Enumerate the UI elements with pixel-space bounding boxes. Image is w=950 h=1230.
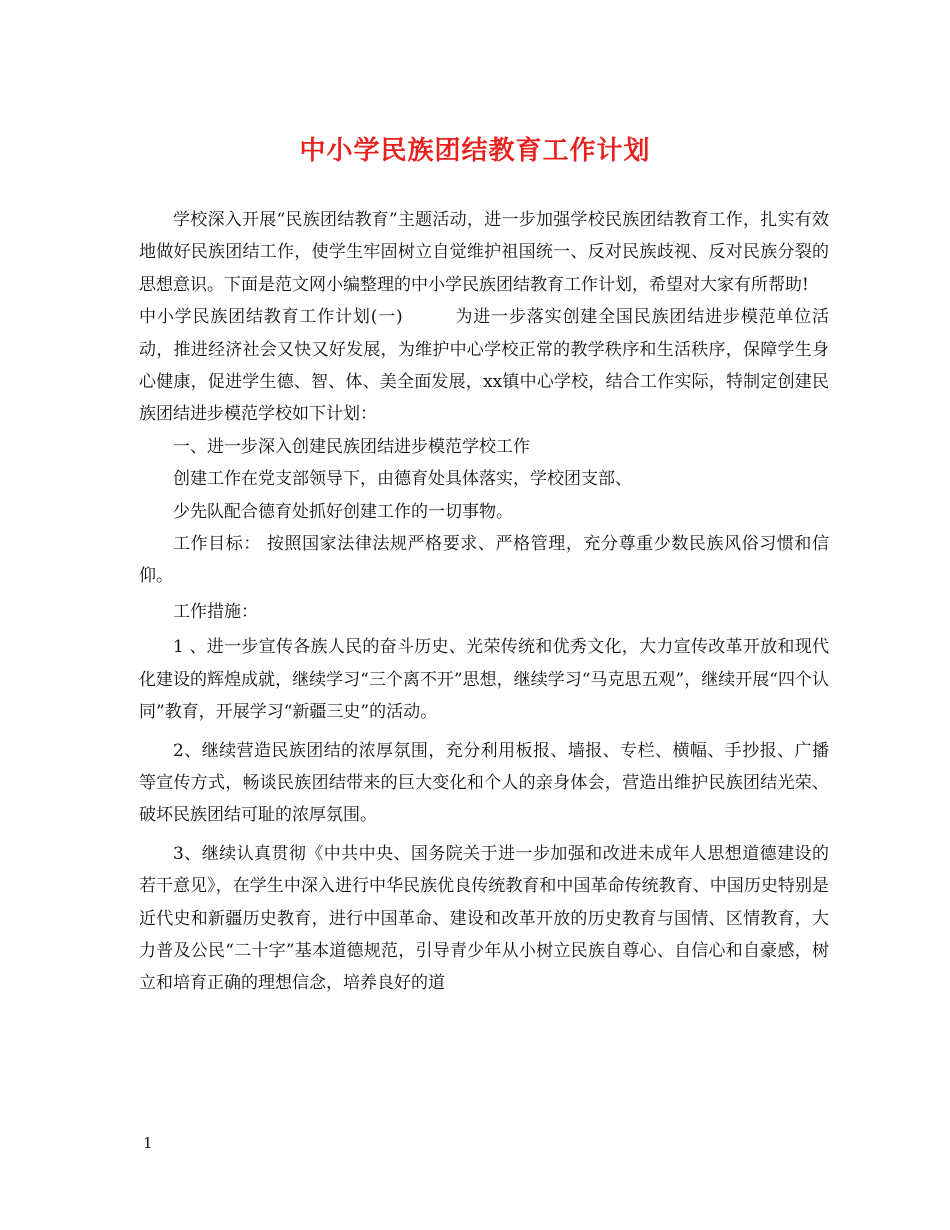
leadership-line-b: 少先队配合德育处抓好创建工作的一切事物。 [173,501,513,522]
measure-1-paragraph: 1 、进一步宣传各族人民的奋斗历史、光荣传统和优秀文化，大力宣传改革开放和现代化建设的辉煌成就，继续学习“三个离不开”思想，继续学习“马克思五观”，继续开展“四个认同”教育，开展学习“新疆三史”的活动。 [139,637,829,723]
leadership-line-a: 创建工作在党支部领导下，由德育处具体落实，学校团支部、 [173,469,632,490]
measures-heading: 工作措施： [173,601,258,622]
document-body [139,204,829,1000]
section-one-heading: 一、进一步深入创建民族团结进步模范学校工作 [173,436,530,457]
goal-paragraph: 工作目标： 按照国家法律法规严格要求、严格管理，充分尊重少数民族风俗习惯和信仰。 [139,534,829,587]
measure-2-paragraph: 2、继续营造民族团结的浓厚氛围，充分利用板报、墙报、专栏、横幅、手抄报、广播等宣传方式，畅谈民族团结带来的巨大变化和个人的亲身体会，营造出维护民族团结光荣、破坏民族团结可耻的浓厚氛围。 [139,740,829,826]
plan-paragraph [139,301,829,431]
plan-intro-text: 为进一步落实创建全国民族团结进步模范单位活动，推进经济社会又快又好发展，为维护中心学校正常的教学秩序和生活秩序，保障学生身心健康，促进学生德、智、体、美全面发展，xx镇中心学校，结合工作实际，特制定创建民族团结进步模范学校如下计划： [139,307,830,425]
plan-heading: 中小学民族团结教育工作计划(一) [139,307,403,328]
intro-paragraph: 学校深入开展“民族团结教育”主题活动，进一步加强学校民族团结教育工作，扎实有效地做好民族团结工作，使学生牢固树立自觉维护祖国统一、反对民族歧视、反对民族分裂的思想意识。下面是范文网小编整理的中小学民族团结教育工作计划，希望对大家有所帮助! [139,210,829,295]
document-title: 中小学民族团结教育工作计划 [299,136,651,166]
page-number: 1 [143,1134,153,1152]
measure-3-paragraph: 3、继续认真贯彻《中共中央、国务院关于进一步加强和改进未成年人思想道德建设的若干意见》，在学生中深入进行中华民族优良传统教育和中国革命传统教育、中国历史特别是近代史和新疆历史教育，进行中国革命、建设和改革开放的历史教育与国情、区情教育，大力普及公民“二十字”基本道德规范，引导青少年从小树立民族自尊心、自信心和自豪感，树立和培育正确的理想信念，培养良好的道 [139,843,829,994]
